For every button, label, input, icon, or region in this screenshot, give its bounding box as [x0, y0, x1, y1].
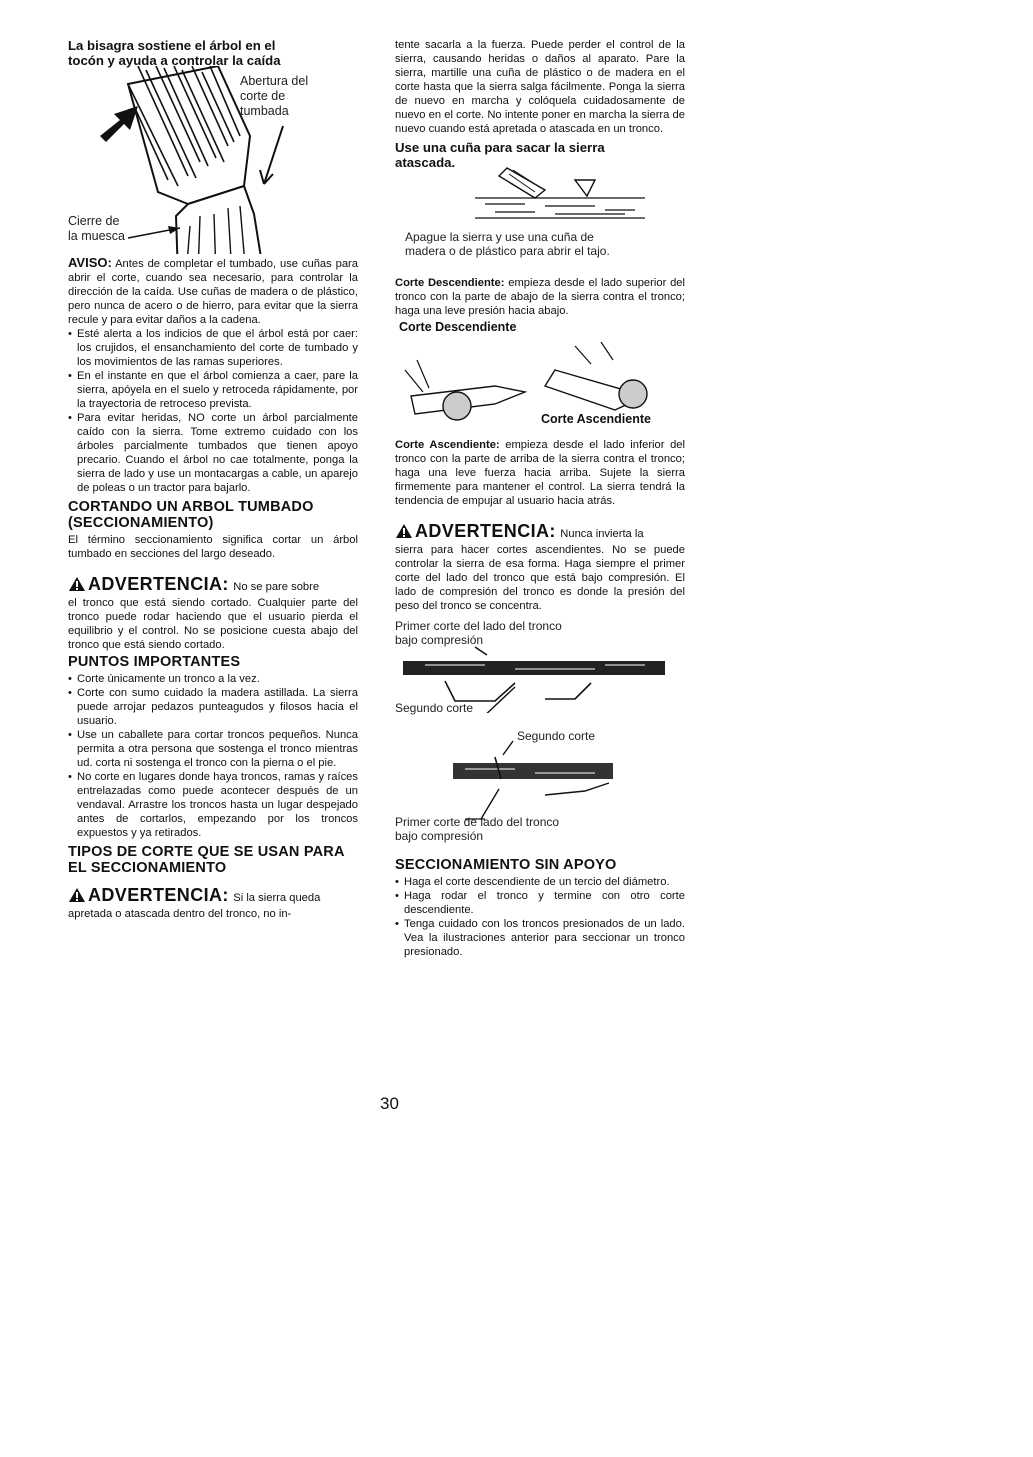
label-opening-3: tumbada	[240, 104, 289, 118]
warning-tail: No se pare sobre	[233, 581, 320, 593]
fig-title-line1: La bisagra sostiene el árbol en el	[68, 38, 276, 53]
warning-triangle-icon	[68, 887, 86, 903]
downward-cut-text: empieza desde el lado superior del tronco con la parte de abajo de la sierra contra el tronco; haga una leve presión hacia abajo.	[395, 277, 686, 317]
wedge-caption	[405, 230, 610, 258]
felling-hinge-figure	[68, 38, 358, 256]
list-item: • Para evitar heridas, NO corte un árbol parcialmente caído con la sierra. Tome extremo cuidado con los árboles parcialmente tumbados que tienen apoyo precario. Cuando el árbol no cae totalmente, ponga la sierra de lado y use un montacargas a cable, un aparejo de poleas o un tractor para bajarlo.	[68, 411, 358, 495]
aviso-label: AVISO:	[68, 255, 112, 270]
warning-title: ADVERTENCIA:	[88, 574, 229, 594]
heading-cortando: CORTANDO UN ARBOL TUMBADO (SECCIONAMIENTO)	[68, 499, 314, 531]
label-closing-2: la muesca	[68, 229, 125, 243]
left-column	[68, 38, 358, 921]
right-column	[395, 38, 685, 959]
upward-cut-paragraph	[395, 438, 685, 508]
upward-cut-label: Corte Ascendiente:	[395, 439, 500, 451]
wedge-caption-line2: madera o de plástico para abrir el tajo.	[405, 244, 610, 258]
wedge-title-line1: Use una cuña para sacar la sierra	[395, 140, 605, 155]
list-item: • En el instante en que el árbol comienza a caer, pare la sierra, apóyela en el suelo y retroceda rápidamente, por la trayectoria de retroceso prevista.	[68, 369, 358, 411]
list-item: • No corte en lugares donde haya troncos, ramas y raíces entrelazadas como puede acontecer después de un vendaval. Arrastre los troncos hasta un lugar despejado antes de cortarlos, empezando por los troncos expuestos y ya retirados.	[68, 770, 358, 840]
label-upward-cut: Corte Ascendiente	[541, 412, 651, 426]
warning-triangle-icon	[68, 576, 86, 592]
aviso-text: Antes de completar el tumbado, use cuñas para abrir el corte, cuando sea necesario, para controlar la dirección de la caída. Use cuñas de madera o de plástico, pero nunca de acero o de hierro, para evitar que la sierra recule y para evitar daños a la cadena.	[68, 258, 358, 326]
log2-bottom-line2: bajo compresión	[395, 829, 484, 843]
heading-tipos: TIPOS DE CORTE QUE SE USAN PARA EL SECCIONAMIENTO	[68, 844, 345, 876]
list-item: • Tenga cuidado con los troncos presionados de un lado. Vea la ilustraciones anterior para seccionar un tronco presionado.	[395, 917, 685, 959]
aviso-bullets	[68, 327, 358, 495]
page-number: 30	[380, 1094, 399, 1113]
label-opening-1: Abertura del	[240, 74, 309, 88]
seccionamiento-paragraph: El término seccionamiento significa cortar un árbol tumbado en secciones del largo deseado.	[68, 534, 358, 560]
log2-bottom-label	[395, 815, 559, 843]
warning-tail: Si la sierra queda	[233, 892, 321, 904]
aviso-paragraph	[68, 256, 358, 327]
warning-3	[395, 522, 685, 543]
heading-sin-apoyo: SECCIONAMIENTO SIN APOYO	[395, 857, 617, 873]
warning-1	[68, 575, 358, 596]
label-closing	[68, 214, 125, 244]
warning-tail: Nunca invierta la	[560, 528, 644, 540]
puntos-bullets	[68, 672, 358, 840]
list-item: • Use un caballete para cortar troncos pequeños. Nunca permita a otra persona que sostenga el tronco mientras ud. corta ni sostenga el tronco con la pierna o el pie.	[68, 728, 358, 770]
log2-bottom-line1: Primer corte de lado del tronco	[395, 815, 560, 829]
log1-bottom-label: Segundo corte	[395, 701, 474, 715]
list-item: • Haga el corte descendiente de un tercio del diámetro.	[395, 875, 685, 889]
list-item: • Haga rodar el tronco y termine con otro corte descendiente.	[395, 889, 685, 917]
log1-top-line1: Primer corte del lado del tronco	[395, 619, 562, 633]
heading-puntos: PUNTOS IMPORTANTES	[68, 654, 241, 670]
warning-triangle-icon	[395, 523, 413, 539]
log1-top-line2: bajo compresión	[395, 633, 484, 647]
continued-paragraph: tente sacarla a la fuerza. Puede perder el control de la sierra, causando heridas o daños al aparato. Pare la sierra, martille una cuña de plástico o de madera en el corte hasta que la sierra salga fácilmente. Ponga la sierra de nuevo en marcha y colóquela cuidadosamente de nuevo en el corte. No intente poner en marcha la sierra de nuevo cuando está apretada o atascada en un tronco.	[395, 39, 685, 135]
log2-top-label: Segundo corte	[517, 729, 596, 743]
warning-2-text: apretada o atascada dentro del tronco, no in-	[68, 908, 292, 920]
label-opening	[240, 74, 308, 119]
log-compression-figure-2	[395, 729, 685, 849]
warning-title: ADVERTENCIA:	[415, 521, 556, 541]
warning-1-text: el tronco que está siendo cortado. Cualquier parte del tronco puede rodar haciendo que el usuario pierda el equilibrio y el control. No se posicione cuesta abajo del tronco que está siendo cortado.	[68, 597, 358, 651]
wedge-log-illustration	[395, 160, 685, 240]
label-downward-cut: Corte Descendiente	[399, 320, 517, 334]
sin-apoyo-bullets	[395, 875, 685, 959]
list-item: • Corte únicamente un tronco a la vez.	[68, 672, 358, 686]
cut-directions-figure	[395, 318, 685, 430]
warning-title: ADVERTENCIA:	[88, 885, 229, 905]
upward-cut-text: empieza desde el lado inferior del tronco con la parte de arriba de la sierra contra el tronco; haga una leve fuerza hacia arriba. Sujete la sierra firmemente para mantener el control. La sierra tendrá la tendencia de empujar al usuario hacia atrás.	[395, 439, 686, 507]
downward-cut-paragraph	[395, 276, 685, 318]
list-item: • Corte con sumo cuidado la madera astillada. La sierra puede arrojar pedazos punteagudos y filosos hacia el usuario.	[68, 686, 358, 728]
fig-title-line2: tocón y ayuda a controlar la caída	[68, 53, 281, 68]
downward-cut-label: Corte Descendiente:	[395, 277, 505, 289]
wedge-caption-line1: Apague la sierra y use una cuña de	[405, 230, 594, 244]
wedge-title-line2: atascada.	[395, 155, 456, 170]
log-compression-figure-1	[395, 619, 685, 719]
warning-2	[68, 886, 358, 907]
label-closing-1: Cierre de	[68, 214, 120, 228]
wedge-figure	[395, 140, 685, 268]
warning-3-text: sierra para hacer cortes ascendientes. No se puede controlar la sierra de esa forma. Haga siempre el primer corte del lado del tronco que está bajo compresión. El lado de compresión del tronco es donde la presión del peso del tronco se concentra.	[395, 544, 685, 612]
list-item: • Esté alerta a los indicios de que el árbol está por caer: los crujidos, el ensanchamiento del corte de tumbado y los movimientos de las ramas superiores.	[68, 327, 358, 369]
label-opening-2: corte de	[240, 89, 286, 103]
